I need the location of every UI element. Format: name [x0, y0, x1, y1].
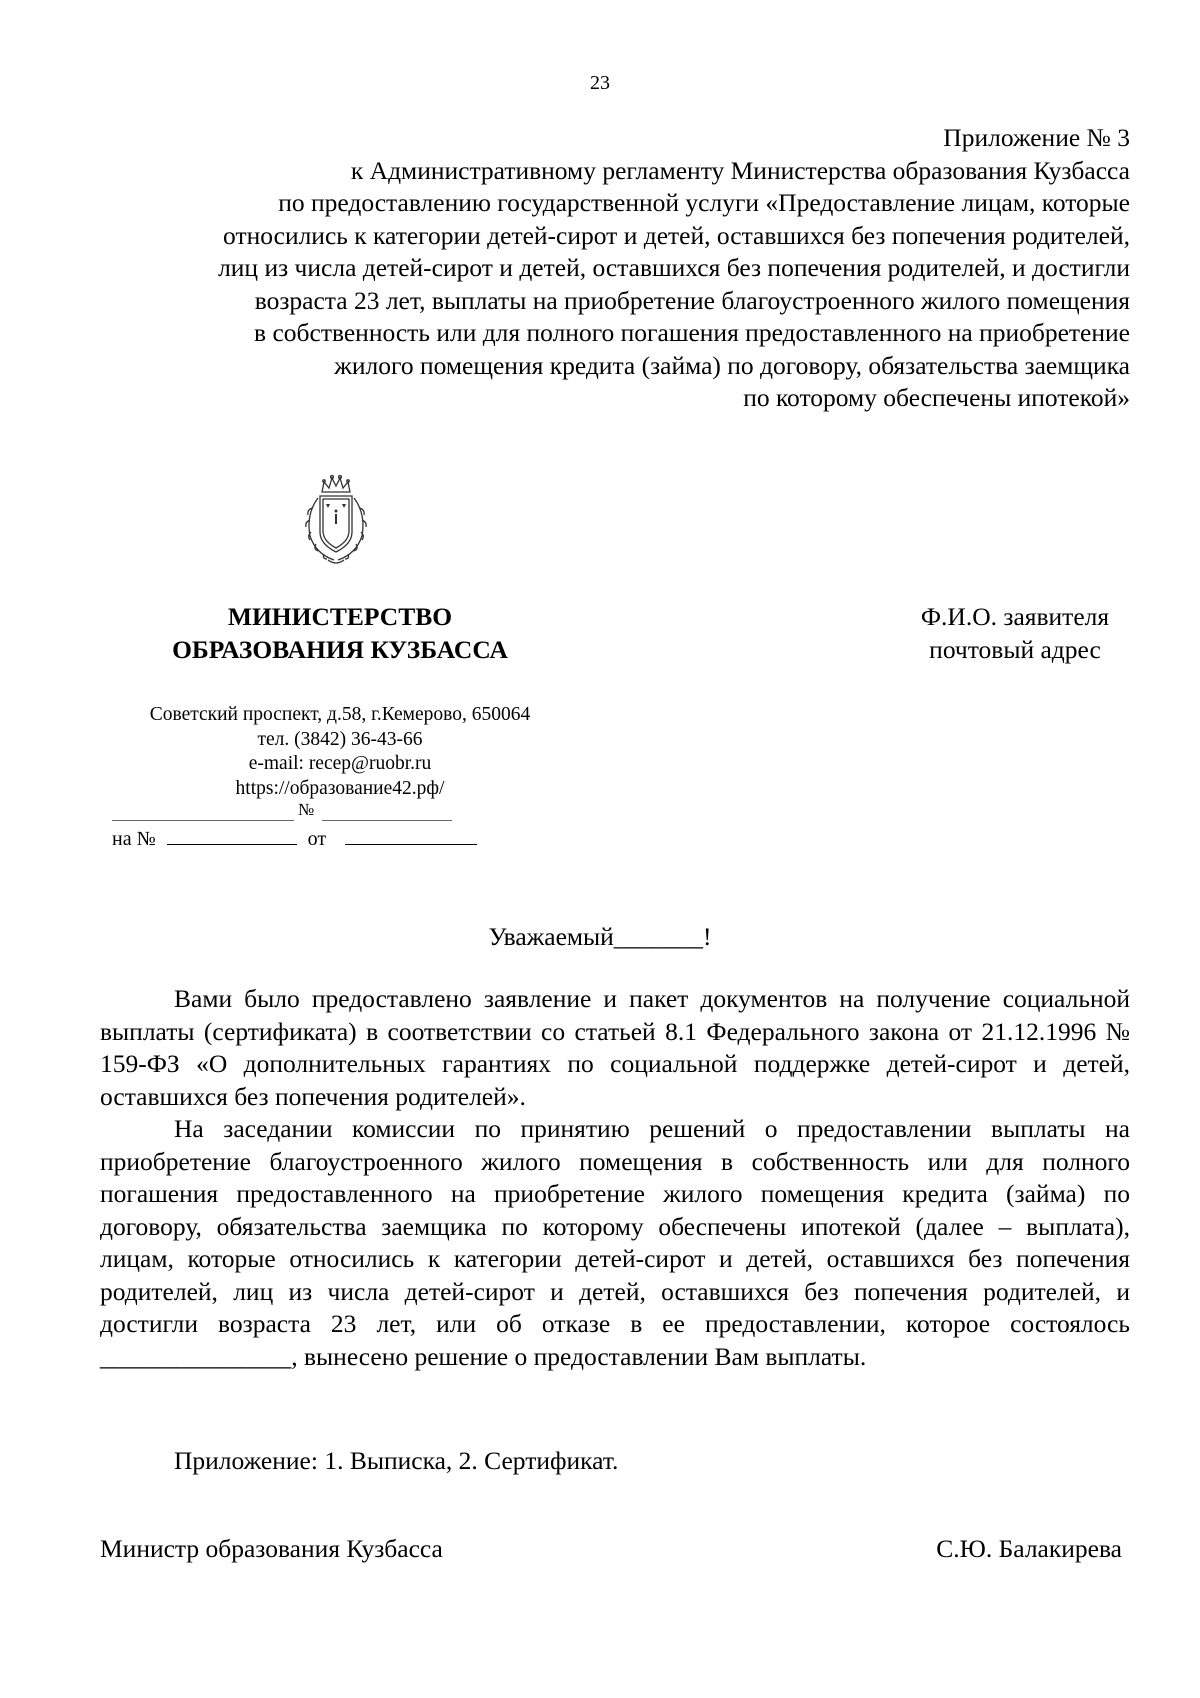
- appendix-header: [100, 122, 1130, 415]
- appendix-header-line: жилого помещения кредита (займа) по договору, обязательства заемщика: [334, 350, 1130, 380]
- ministry-name: [100, 600, 580, 666]
- ministry-name-line: МИНИСТЕРСТВО: [227, 602, 453, 631]
- outgoing-registration-line: [112, 800, 552, 824]
- recipient-name-label: Ф.И.О. заявителя: [920, 602, 1110, 631]
- body-paragraph: Вами было предоставлено заявление и пакет документов на получение социальной выплаты (сертификата) в соответствии со статьей 8.1 Федерального закона от 21.12.1996 № 159-ФЗ «О дополнительных гарантиях по социальной поддержке детей-сирот и детей, оставшихся без попечения родителей».: [100, 984, 1130, 1111]
- reference-date-blank: [345, 828, 477, 845]
- ministry-address: Советский проспект, д.58, г.Кемерово, 650064: [149, 704, 531, 725]
- appendix-header-line: Приложение № 3: [943, 123, 1130, 152]
- recipient-address-label: почтовый адрес: [929, 635, 1101, 664]
- ministry-name-line: ОБРАЗОВАНИЯ КУЗБАССА: [172, 635, 508, 664]
- appendix-header-line: лиц из числа детей-сирот и детей, оставшихся без попечения родителей, и достигли: [218, 253, 1130, 282]
- registration-date-blank: [112, 820, 294, 821]
- coat-of-arms-icon: [298, 470, 374, 570]
- incoming-reference-line: [112, 828, 477, 851]
- appendix-header-line: к Административному регламенту Министерства образования Кузбасса: [350, 155, 1130, 185]
- ministry-contacts: [100, 703, 580, 801]
- greeting: Уважаемый_______!: [488, 922, 712, 951]
- appendix-header-line: возраста 23 лет, выплаты на приобретение благоустроенного жилого помещения: [254, 285, 1130, 315]
- appendix-header-line: относились к категории детей-сирот и детей, оставшихся без попечения родителей,: [223, 220, 1130, 250]
- registration-number-sign: №: [298, 800, 315, 819]
- ministry-phone: тел. (3842) 36-43-66: [257, 728, 423, 750]
- signatory-title: Министр образования Кузбасса: [100, 1534, 443, 1563]
- attachments-list: Приложение: 1. Выписка, 2. Сертификат.: [174, 1446, 619, 1475]
- signatory-name: С.Ю. Балакирева: [936, 1534, 1122, 1563]
- ministry-email: e-mail: recep@ruobr.ru: [248, 753, 432, 774]
- letter-body: [100, 983, 1130, 1373]
- reference-number-blank: [167, 828, 297, 845]
- reference-date-label: от: [307, 828, 327, 850]
- recipient-block: [890, 600, 1140, 666]
- appendix-header-line: по предоставлению государственной услуги «Предоставление лицам, которые: [278, 188, 1130, 217]
- reference-number-label: на №: [112, 828, 156, 850]
- appendix-header-line: в собственность или для полного погашения предоставленного на приобретение: [254, 318, 1130, 347]
- registration-number-blank: [322, 820, 452, 821]
- appendix-header-line: по которому обеспечены ипотекой»: [743, 383, 1130, 412]
- ministry-website: https://образование42.рф/: [235, 777, 445, 799]
- body-paragraph: На заседании комиссии по принятию решений о предоставлении выплаты на приобретение благоустроенного жилого помещения в собственность или для полного погашения предоставленного на приобретение жилого помещения кредита (займа) по договору, обязательства заемщика по которому обеспечены ипотекой (далее – выплата), лицам, которые относились к категории детей-сирот и детей, оставшихся без попечения родителей, лиц из числа детей-сирот и детей, оставшихся без попечения родителей, и достигли возраста 23 лет, или об отказе в ее предоставлении, которое состоялось _______________, вынесено решение о предоставлении Вам выплаты.: [100, 1114, 1130, 1371]
- page-number: 23: [590, 72, 610, 94]
